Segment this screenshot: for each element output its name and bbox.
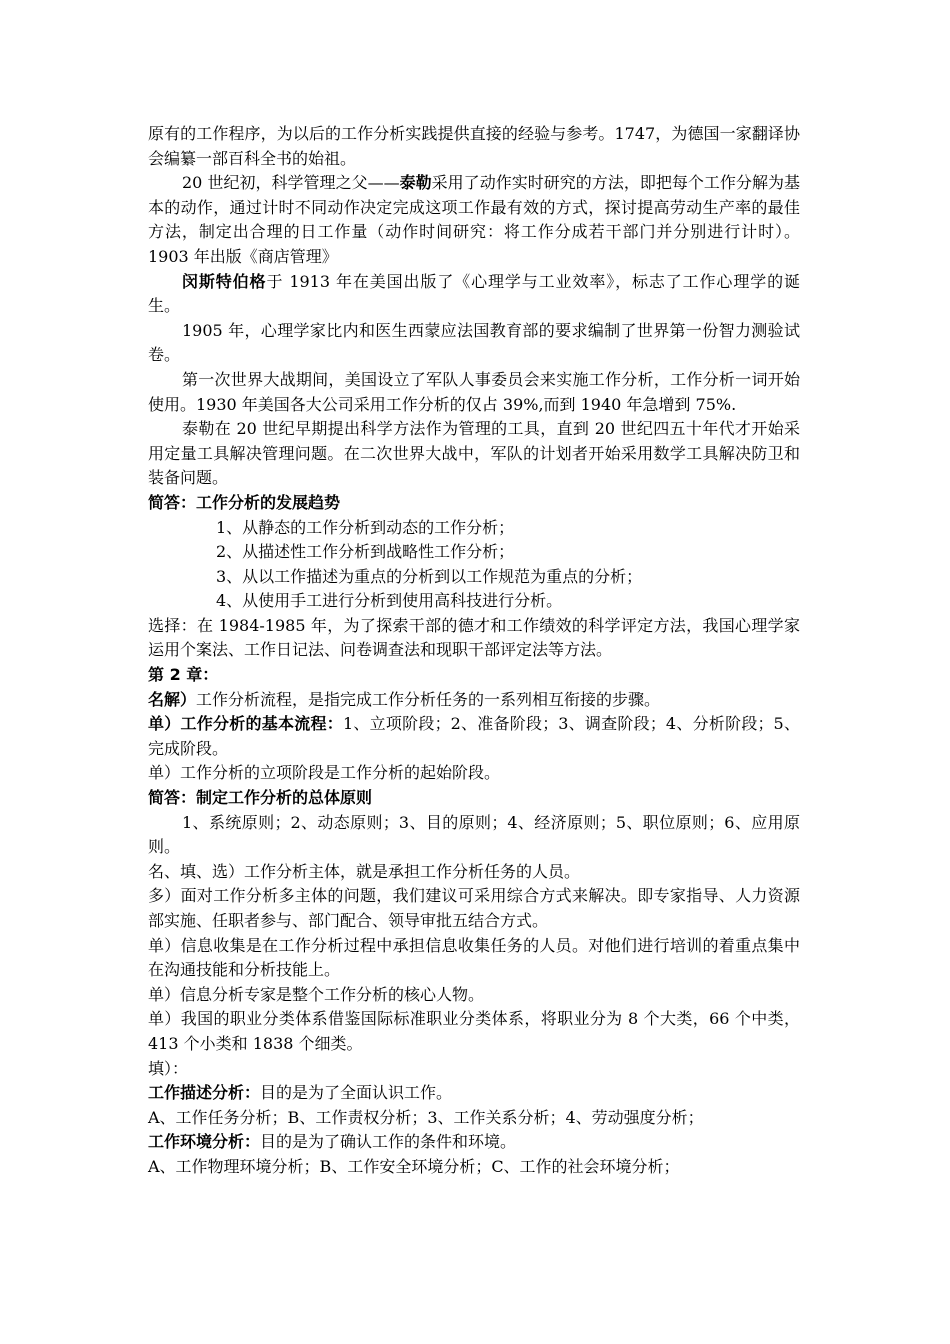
chapter-2-heading: 第 2 章： [148,665,219,685]
paragraph-basic-process [148,712,800,761]
paragraph-start-stage: 单）工作分析的立项阶段是工作分析的起始阶段。 [148,763,501,783]
paragraph-info-collection: 单）信息收集是在工作分析过程中承担信息收集任务的人员。对他们进行培训的着重点集中在沟通技能和分析技能上。 [148,935,800,980]
trend-item: 3、从以工作描述为重点的分析到以工作规范为重点的分析； [216,566,643,586]
bold-label: 名解） [148,689,197,709]
trend-item: 1、从静态的工作分析到动态的工作分析； [216,517,515,537]
bold-label: 工作环境分析： [148,1132,261,1152]
paragraph-choice-1984: 选择：在 1984-1985 年，为了探索干部的德才和工作绩效的科学评定方法，我国心理学家运用个案法、工作日记法、问卷调查法和现职干部评定法等方法。 [148,615,800,660]
text: 目的是为了确认工作的条件和环境。 [260,1132,517,1152]
paragraph-taylor [148,171,800,269]
bold-name-taylor: 泰勒 [399,173,432,193]
text: 1、立项阶段；2、准备阶段；3、调查阶段；4、分析阶段；5、完成阶段。 [148,714,800,758]
paragraph-job-environment-analysis [148,1130,800,1155]
bold-label: 单）工作分析的基本流程： [148,714,343,734]
paragraph-job-description-analysis [148,1081,800,1106]
paragraph-munsterberg [148,270,800,319]
paragraph-subject: 名、填、选）工作分析主体，就是承担工作分析任务的人员。 [148,861,581,881]
trend-item: 2、从描述性工作分析到战略性工作分析； [216,542,515,562]
paragraph-description-items: A、工作任务分析；B、工作责权分析；3、工作关系分析；4、劳动强度分析； [148,1107,704,1127]
paragraph-quantitative: 泰勒在 20 世纪早期提出科学方法作为管理的工具，直到 20 世纪四五十年代才开始采用定量工具解决管理问题。在二次世界大战中，军队的计划者开始采用数学工具解决防卫和装备问题。 [148,419,800,488]
paragraph-occupation-classes: 单）我国的职业分类体系借鉴国际标准职业分类体系，将职业分为 8 个大类，66 个中类，413 个小类和 1838 个细类。 [148,1009,800,1053]
text: 20 世纪初，科学管理之父—— [182,173,400,193]
paragraph-info-expert: 单）信息分析专家是整个工作分析的核心人物。 [148,984,485,1004]
trend-item: 4、从使用手工进行分析到使用高科技进行分析。 [216,591,563,611]
paragraph-fill: 填）： [148,1058,189,1078]
heading-trends: 简答：工作分析的发展趋势 [148,492,341,512]
text: 于 1913 年在美国出版了《心理学与工业效率》，标志了工作心理学的诞生。 [148,271,800,316]
text: 工作分析流程，是指完成工作分析任务的一系列相互衔接的步骤。 [196,689,661,709]
paragraph-environment-items: A、工作物理环境分析；B、工作安全环境分析；C、工作的社会环境分析； [148,1156,680,1176]
paragraph-definition [148,688,800,713]
paragraph-binet: 1905 年，心理学家比内和医生西蒙应法国教育部的要求编制了世界第一份智力测验试卷。 [148,320,800,365]
bold-label: 工作描述分析： [148,1083,261,1103]
text: 采用了动作实时研究的方法，即把每个工作分解为基本的动作，通过计时不同动作决定完成这项工作最有效的方式，探讨提高劳动生产率的最佳方法，制定出合理的日工作量（动作时间研究：将工作分成若干部门并分别进行计时）。1903 年出版《商店管理》 [148,173,800,266]
paragraph-history-1747: 原有的工作程序，为以后的工作分析实践提供直接的经验与参考。1747，为德国一家翻译协会编纂一部百科全书的始祖。 [148,124,800,168]
text: 目的是为了全面认识工作。 [260,1083,453,1103]
paragraph-principles: 1、系统原则；2、动态原则；3、目的原则；4、经济原则；5、职位原则；6、应用原则。 [148,812,800,857]
paragraph-multi-subject: 多）面对工作分析多主体的问题，我们建议可采用综合方式来解决。即专家指导、人力资源部实施、任职者参与、部门配合、领导审批五结合方式。 [148,886,800,930]
heading-principles: 简答：制定工作分析的总体原则 [148,788,373,808]
bold-name-munsterberg: 闵斯特伯格 [182,271,267,291]
paragraph-wwi: 第一次世界大战期间，美国设立了军队人事委员会来实施工作分析，工作分析一词开始使用。1930 年美国各大公司采用工作分析的仅占 39%,而到 1940 年急增到 75%. [148,369,800,414]
